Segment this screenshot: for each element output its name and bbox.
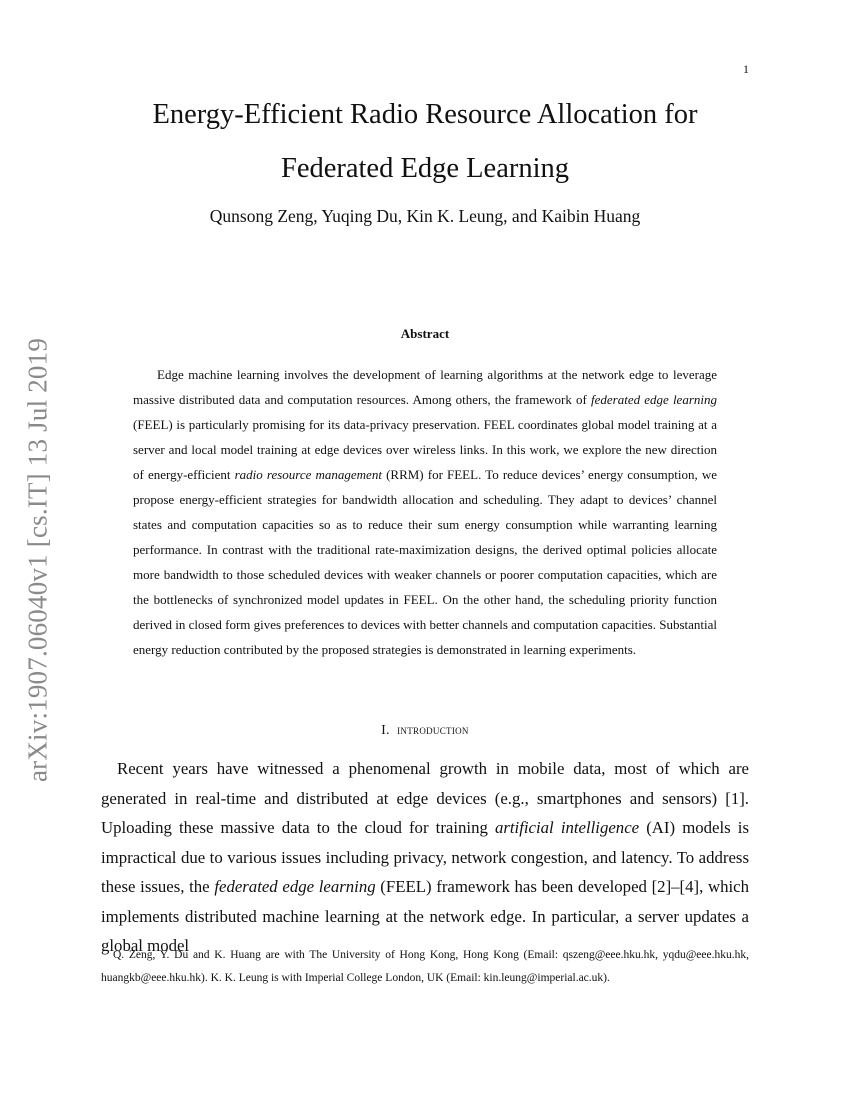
arxiv-identifier-stamp: arXiv:1907.06040v1 [cs.IT] 13 Jul 2019 xyxy=(22,337,53,783)
title-line-1: Energy-Efficient Radio Resource Allocation for xyxy=(152,99,698,130)
abstract-emphasis-1: federated edge learning xyxy=(591,392,717,407)
abstract-part-1: Edge machine learning involves the development of learning algorithms at the network edge to leverage massive distributed data and computation resources. Among others, the framework of xyxy=(133,367,717,407)
introduction-text xyxy=(101,754,749,961)
page-number: 1 xyxy=(743,62,749,76)
abstract-part-2: (FEEL) is particularly promising for its data-privacy preservation. FEEL coordinates global model training at a server and local model training at edge devices over wireless links. In this work, we explore the new direction of energy-efficient xyxy=(133,417,717,482)
intro-emphasis-1: artificial intelligence xyxy=(494,818,640,837)
abstract-part-3: (RRM) for FEEL. To reduce devices’ energy consumption, we propose energy-efficient strategies for bandwidth allocation and scheduling. They adapt to devices’ channel states and computation capacities so as to reduce their sum energy consumption while warranting learning performance. In contrast with the traditional rate-maximization designs, the derived optimal policies allocate more bandwidth to those scheduled devices with weaker channels or poorer computation capacities, which are the bottlenecks of synchronized model updates in FEEL. On the other hand, the scheduling priority function derived in closed form gives preferences to devices with better channels and computation capacities. Substantial energy reduction contributed by the proposed strategies is demonstrated in learning experiments. xyxy=(133,467,717,657)
title-line-2: Federated Edge Learning xyxy=(280,153,570,184)
intro-part-2: (AI) models is impractical due to various issues including privacy, network congestion, and latency. To address these issues, the xyxy=(101,818,749,896)
intro-part-1: Recent years have witnessed a phenomenal growth in mobile data, most of which are generated in real-time and distributed at edge devices (e.g., smartphones and sensors) [1]. Uploading these massive data to the cloud for training xyxy=(101,759,749,837)
section-number: I. xyxy=(381,722,390,737)
abstract-text xyxy=(133,362,717,662)
section-heading-introduction xyxy=(100,722,750,738)
intro-emphasis-2: federated edge learning xyxy=(214,877,376,896)
author-list: Qunsong Zeng, Yuqing Du, Kin K. Leung, and Kaibin Huang xyxy=(209,206,641,226)
abstract-heading: Abstract xyxy=(400,326,450,341)
footnote-text: Q. Zeng, Y. Du and K. Huang are with The University of Hong Kong, Hong Kong (Email: qszeng@eee.hku.hk, yqdu@eee.hku.hk, huangkb@eee.hku.hk). K. K. Leung is with Imperial College London, UK (Email: kin.leung@imperial.ac.uk). xyxy=(101,949,749,984)
paper-title xyxy=(100,88,750,196)
author-affiliation-footnote xyxy=(101,944,749,990)
intro-part-3: (FEEL) framework has been developed [2]–[4], which implements distributed machine learning at the network edge. In particular, a server updates a global model xyxy=(101,877,750,955)
section-title: introduction xyxy=(397,722,469,737)
abstract-emphasis-2: radio resource management xyxy=(234,467,382,482)
